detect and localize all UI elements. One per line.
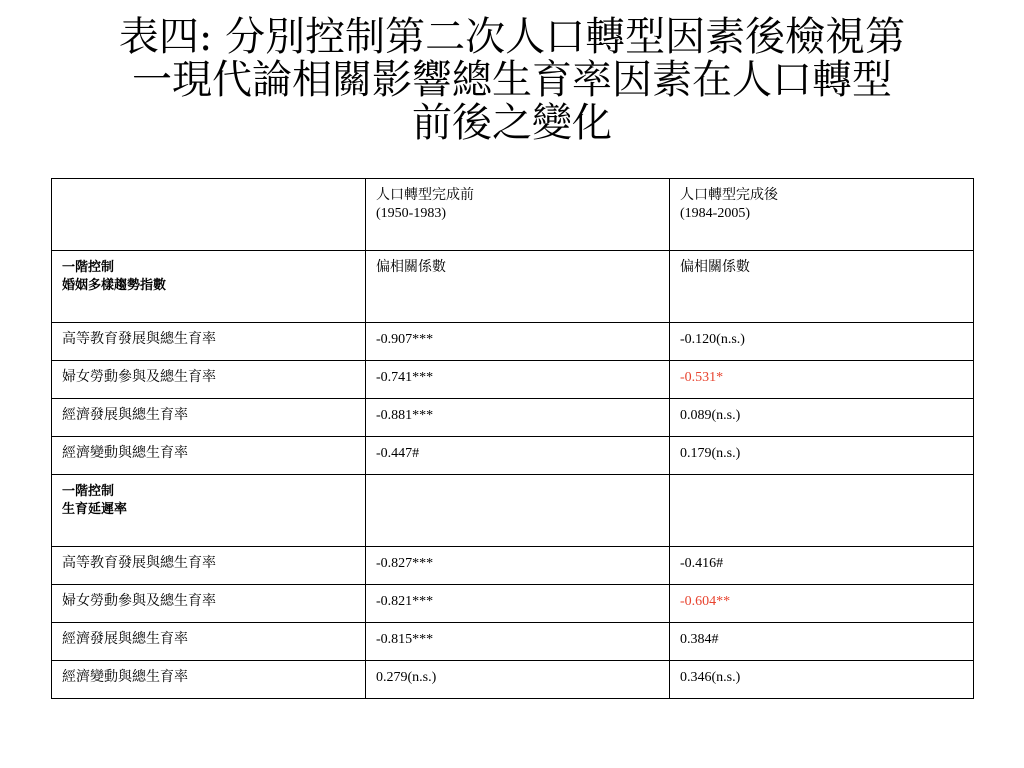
header-empty-cell — [52, 179, 366, 251]
factor-cell: 經濟變動與總生育率 — [52, 437, 366, 475]
header-after-label: 人口轉型完成後 — [680, 188, 778, 203]
section1-header-row — [52, 251, 974, 323]
before-value-cell: -0.821*** — [366, 585, 670, 623]
table-row — [52, 437, 974, 475]
factor-cell: 經濟發展與總生育率 — [52, 623, 366, 661]
section2-before-heading — [366, 475, 670, 547]
after-value-cell: -0.120(n.s.) — [670, 323, 974, 361]
table-row — [52, 661, 974, 699]
header-before-label: 人口轉型完成前 — [376, 188, 474, 203]
header-before-years: (1950-1983) — [376, 206, 446, 221]
section2-header-row — [52, 475, 974, 547]
section2-label-line2: 生育延遲率 — [62, 502, 128, 517]
section2-after-heading — [670, 475, 974, 547]
table-row — [52, 399, 974, 437]
after-value-cell: 0.179(n.s.) — [670, 437, 974, 475]
after-value-cell-highlighted: -0.531* — [670, 361, 974, 399]
factor-cell: 高等教育發展與總生育率 — [52, 547, 366, 585]
title-line-3: 前後之變化 — [412, 100, 612, 146]
section2-label — [52, 475, 366, 547]
factor-cell: 經濟變動與總生育率 — [52, 661, 366, 699]
after-value-cell: 0.384# — [670, 623, 974, 661]
header-before-transition — [366, 179, 670, 251]
before-value-cell: -0.827*** — [366, 547, 670, 585]
header-after-transition — [670, 179, 974, 251]
before-value-cell: -0.907*** — [366, 323, 670, 361]
after-value-cell: 0.089(n.s.) — [670, 399, 974, 437]
section1-after-heading: 偏相關係數 — [670, 251, 974, 323]
section1-label-line1: 一階控制 — [62, 260, 115, 275]
table-row — [52, 623, 974, 661]
table-row — [52, 585, 974, 623]
factor-cell: 婦女勞動參與及總生育率 — [52, 585, 366, 623]
section1-before-heading: 偏相關係數 — [366, 251, 670, 323]
title-line-1: 表四: 分別控制第二次人口轉型因素後檢視第 — [118, 14, 906, 60]
section1-label-line2: 婚姻多樣趨勢指數 — [62, 278, 167, 293]
factor-cell: 高等教育發展與總生育率 — [52, 323, 366, 361]
before-value-cell: -0.741*** — [366, 361, 670, 399]
after-value-cell-highlighted: -0.604** — [670, 585, 974, 623]
before-value-cell: -0.881*** — [366, 399, 670, 437]
factor-cell: 婦女勞動參與及總生育率 — [52, 361, 366, 399]
correlation-table — [51, 178, 974, 699]
section2-label-line1: 一階控制 — [62, 484, 115, 499]
table-row — [52, 323, 974, 361]
table-row — [52, 547, 974, 585]
table-row — [52, 361, 974, 399]
after-value-cell: 0.346(n.s.) — [670, 661, 974, 699]
title-line-2: 一現代論相關影響總生育率因素在人口轉型 — [132, 57, 892, 103]
section1-label — [52, 251, 366, 323]
factor-cell: 經濟發展與總生育率 — [52, 399, 366, 437]
after-value-cell: -0.416# — [670, 547, 974, 585]
before-value-cell: 0.279(n.s.) — [366, 661, 670, 699]
before-value-cell: -0.447# — [366, 437, 670, 475]
slide-title — [40, 16, 984, 145]
header-after-years: (1984-2005) — [680, 206, 750, 221]
table-header-row — [52, 179, 974, 251]
before-value-cell: -0.815*** — [366, 623, 670, 661]
